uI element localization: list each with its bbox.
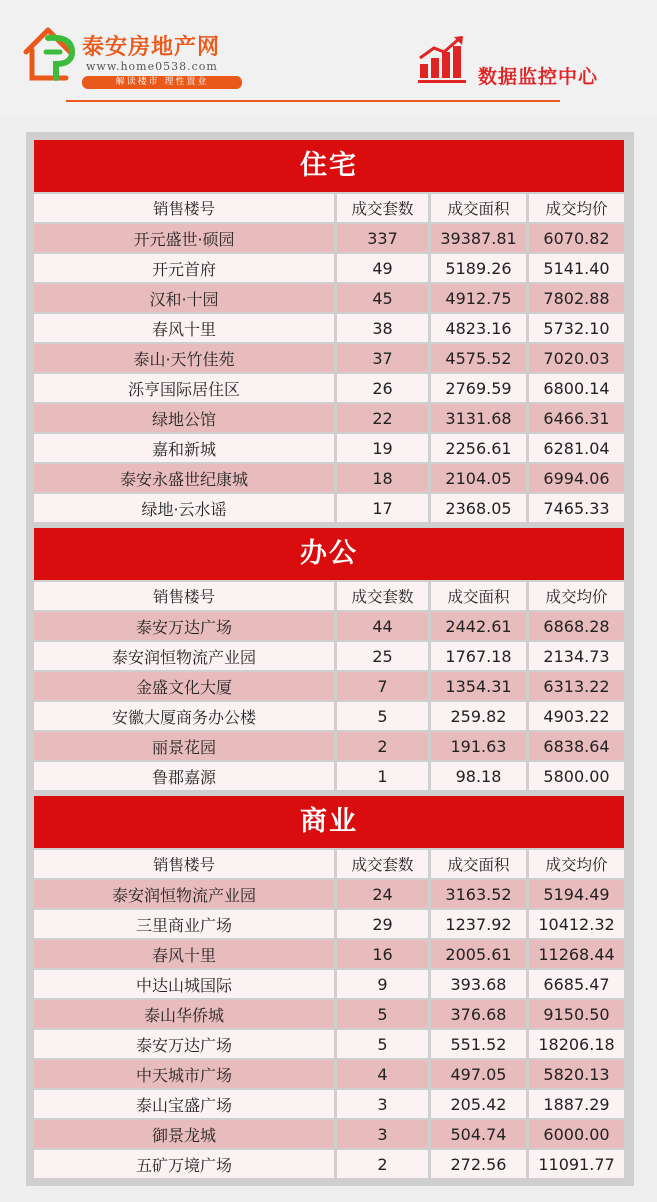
- units-cell: 29: [334, 910, 428, 938]
- section-title: 住宅: [34, 140, 624, 192]
- avg-price-cell: 7465.33: [526, 494, 624, 522]
- area-cell: 3163.52: [428, 880, 526, 908]
- table-row: [34, 672, 624, 700]
- section-title: 办公: [34, 528, 624, 580]
- units-cell: 3: [334, 1120, 428, 1148]
- header-divider: [66, 100, 560, 102]
- building-name-cell: 中天城市广场: [34, 1060, 334, 1088]
- avg-price-header: 成交均价: [526, 582, 624, 610]
- table-row: [34, 224, 624, 252]
- avg-price-cell: 11268.44: [526, 940, 624, 968]
- data-monitor-badge: [416, 34, 636, 90]
- area-cell: 504.74: [428, 1120, 526, 1148]
- units-cell: 45: [334, 284, 428, 312]
- area-cell: 4912.75: [428, 284, 526, 312]
- units-cell: 24: [334, 880, 428, 908]
- area-cell: 2769.59: [428, 374, 526, 402]
- avg-price-cell: 6281.04: [526, 434, 624, 462]
- area-cell: 191.63: [428, 732, 526, 760]
- area-cell: 2442.61: [428, 612, 526, 640]
- area-cell: 2005.61: [428, 940, 526, 968]
- avg-price-cell: 5141.40: [526, 254, 624, 282]
- site-slogan: 解读楼市 理性置业: [82, 76, 242, 89]
- avg-price-cell: 5820.13: [526, 1060, 624, 1088]
- building-name-cell: 汉和·十园: [34, 284, 334, 312]
- units-cell: 337: [334, 224, 428, 252]
- table-row: [34, 1030, 624, 1058]
- units-cell: 17: [334, 494, 428, 522]
- building-name-cell: 泺亨国际居住区: [34, 374, 334, 402]
- units-cell: 22: [334, 404, 428, 432]
- table-row: [34, 464, 624, 492]
- avg-price-cell: 9150.50: [526, 1000, 624, 1028]
- area-cell: 393.68: [428, 970, 526, 998]
- data-monitor-title: 数据监控中心: [478, 66, 599, 88]
- table-row: [34, 732, 624, 760]
- area-cell: 2368.05: [428, 494, 526, 522]
- table-header-row: [34, 850, 624, 878]
- area-cell: 4823.16: [428, 314, 526, 342]
- avg-price-cell: 6994.06: [526, 464, 624, 492]
- building-name-cell: 御景龙城: [34, 1120, 334, 1148]
- units-cell: 38: [334, 314, 428, 342]
- table-row: [34, 314, 624, 342]
- site-logo[interactable]: [22, 22, 252, 88]
- building-name-cell: 泰山宝盛广场: [34, 1090, 334, 1118]
- section-commercial: [34, 796, 624, 1180]
- area-cell: 4575.52: [428, 344, 526, 372]
- area-cell: 2256.61: [428, 434, 526, 462]
- section-residential: [34, 140, 624, 524]
- building-name-cell: 绿地公馆: [34, 404, 334, 432]
- building-name-cell: 泰安润恒物流产业园: [34, 880, 334, 908]
- table-row: [34, 494, 624, 522]
- area-cell: 3131.68: [428, 404, 526, 432]
- building-name-cell: 安徽大厦商务办公楼: [34, 702, 334, 730]
- avg-price-cell: 2134.73: [526, 642, 624, 670]
- avg-price-cell: 6800.14: [526, 374, 624, 402]
- building-name-cell: 金盛文化大厦: [34, 672, 334, 700]
- area-cell: 98.18: [428, 762, 526, 790]
- building-name-cell: 中达山城国际: [34, 970, 334, 998]
- avg-price-cell: 7802.88: [526, 284, 624, 312]
- bar-chart-icon: [416, 34, 468, 84]
- building-name-header: 销售楼号: [34, 194, 334, 222]
- building-name-cell: 开元首府: [34, 254, 334, 282]
- table-row: [34, 254, 624, 282]
- units-cell: 5: [334, 1030, 428, 1058]
- area-cell: 497.05: [428, 1060, 526, 1088]
- table-header-row: [34, 194, 624, 222]
- table-row: [34, 374, 624, 402]
- building-name-cell: 嘉和新城: [34, 434, 334, 462]
- units-cell: 9: [334, 970, 428, 998]
- building-name-cell: 春风十里: [34, 940, 334, 968]
- building-name-cell: 开元盛世·硕园: [34, 224, 334, 252]
- avg-price-cell: 6685.47: [526, 970, 624, 998]
- table-row: [34, 1120, 624, 1148]
- avg-price-cell: 1887.29: [526, 1090, 624, 1118]
- units-cell: 37: [334, 344, 428, 372]
- section-office: [34, 528, 624, 792]
- units-cell: 3: [334, 1090, 428, 1118]
- table-row: [34, 1000, 624, 1028]
- site-name: 泰安房地产网: [82, 35, 221, 60]
- avg-price-cell: 11091.77: [526, 1150, 624, 1178]
- area-header: 成交面积: [428, 850, 526, 878]
- avg-price-cell: 6838.64: [526, 732, 624, 760]
- avg-price-header: 成交均价: [526, 850, 624, 878]
- units-cell: 44: [334, 612, 428, 640]
- building-name-cell: 泰山华侨城: [34, 1000, 334, 1028]
- avg-price-cell: 6466.31: [526, 404, 624, 432]
- area-cell: 551.52: [428, 1030, 526, 1058]
- table-row: [34, 404, 624, 432]
- area-header: 成交面积: [428, 582, 526, 610]
- area-cell: 272.56: [428, 1150, 526, 1178]
- building-name-cell: 三里商业广场: [34, 910, 334, 938]
- sales-table: [34, 848, 624, 1180]
- table-row: [34, 702, 624, 730]
- avg-price-cell: 7020.03: [526, 344, 624, 372]
- table-row: [34, 612, 624, 640]
- area-cell: 376.68: [428, 1000, 526, 1028]
- area-cell: 39387.81: [428, 224, 526, 252]
- table-row: [34, 762, 624, 790]
- units-cell: 1: [334, 762, 428, 790]
- house-logo-icon: [22, 22, 84, 84]
- avg-price-cell: 5732.10: [526, 314, 624, 342]
- sales-table: [34, 580, 624, 792]
- units-header: 成交套数: [334, 850, 428, 878]
- avg-price-cell: 5194.49: [526, 880, 624, 908]
- building-name-cell: 泰安永盛世纪康城: [34, 464, 334, 492]
- avg-price-cell: 10412.32: [526, 910, 624, 938]
- avg-price-cell: 5800.00: [526, 762, 624, 790]
- avg-price-cell: 6000.00: [526, 1120, 624, 1148]
- building-name-cell: 鲁郡嘉源: [34, 762, 334, 790]
- area-header: 成交面积: [428, 194, 526, 222]
- table-row: [34, 642, 624, 670]
- units-cell: 26: [334, 374, 428, 402]
- units-cell: 2: [334, 1150, 428, 1178]
- area-cell: 1354.31: [428, 672, 526, 700]
- table-row: [34, 1060, 624, 1088]
- units-cell: 25: [334, 642, 428, 670]
- avg-price-header: 成交均价: [526, 194, 624, 222]
- table-header-row: [34, 582, 624, 610]
- avg-price-cell: 4903.22: [526, 702, 624, 730]
- table-row: [34, 344, 624, 372]
- table-row: [34, 1090, 624, 1118]
- avg-price-cell: 18206.18: [526, 1030, 624, 1058]
- section-title: 商业: [34, 796, 624, 848]
- units-header: 成交套数: [334, 582, 428, 610]
- sales-table: [34, 192, 624, 524]
- units-cell: 18: [334, 464, 428, 492]
- building-name-cell: 绿地·云水谣: [34, 494, 334, 522]
- building-name-cell: 泰安万达广场: [34, 612, 334, 640]
- building-name-cell: 五矿万境广场: [34, 1150, 334, 1178]
- units-cell: 49: [334, 254, 428, 282]
- building-name-header: 销售楼号: [34, 850, 334, 878]
- table-row: [34, 284, 624, 312]
- units-cell: 7: [334, 672, 428, 700]
- area-cell: 1237.92: [428, 910, 526, 938]
- area-cell: 5189.26: [428, 254, 526, 282]
- avg-price-cell: 6070.82: [526, 224, 624, 252]
- table-row: [34, 880, 624, 908]
- avg-price-cell: 6868.28: [526, 612, 624, 640]
- avg-price-cell: 6313.22: [526, 672, 624, 700]
- building-name-cell: 泰安万达广场: [34, 1030, 334, 1058]
- table-row: [34, 940, 624, 968]
- site-url: www.home0538.com: [86, 60, 218, 73]
- units-cell: 5: [334, 1000, 428, 1028]
- units-cell: 5: [334, 702, 428, 730]
- building-name-cell: 丽景花园: [34, 732, 334, 760]
- page-header: [0, 0, 657, 115]
- units-cell: 16: [334, 940, 428, 968]
- building-name-cell: 春风十里: [34, 314, 334, 342]
- units-cell: 4: [334, 1060, 428, 1088]
- area-cell: 1767.18: [428, 642, 526, 670]
- building-name-cell: 泰山·天竹佳苑: [34, 344, 334, 372]
- table-row: [34, 1150, 624, 1178]
- units-cell: 2: [334, 732, 428, 760]
- table-row: [34, 910, 624, 938]
- units-header: 成交套数: [334, 194, 428, 222]
- area-cell: 259.82: [428, 702, 526, 730]
- building-name-cell: 泰安润恒物流产业园: [34, 642, 334, 670]
- area-cell: 205.42: [428, 1090, 526, 1118]
- table-row: [34, 434, 624, 462]
- units-cell: 19: [334, 434, 428, 462]
- area-cell: 2104.05: [428, 464, 526, 492]
- table-row: [34, 970, 624, 998]
- building-name-header: 销售楼号: [34, 582, 334, 610]
